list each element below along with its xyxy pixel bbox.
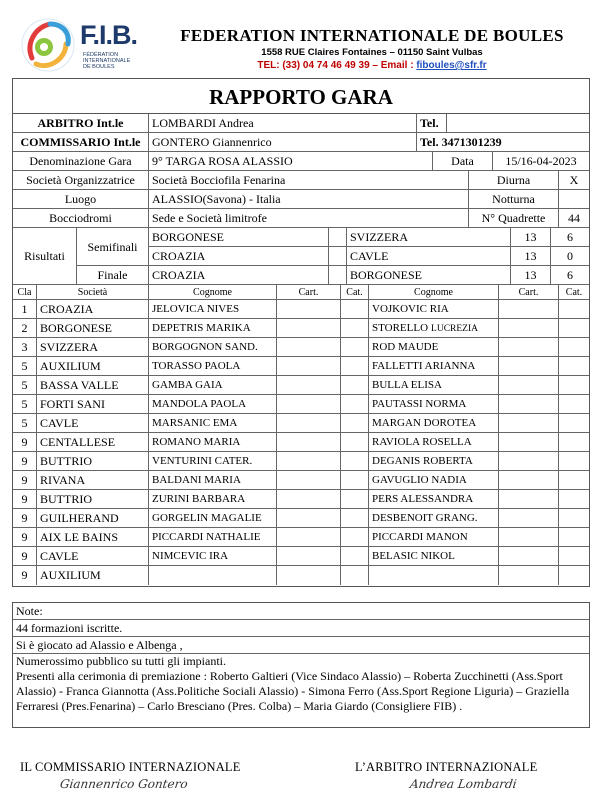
ranking-cart-2 [499,395,559,414]
ranking-societa: BUTTRIO [37,490,149,509]
ranking-player-2 [369,300,499,319]
commissario-tel: Tel. 3471301239 [417,133,589,152]
ranking-cla: 9 [13,547,37,566]
bocciodromi-label: Bocciodromi [13,209,149,228]
ranking-cla: 9 [13,528,37,547]
ranking-cart-1 [277,566,341,585]
ranking-societa: BASSA VALLE [37,376,149,395]
ranking-cart-1 [277,338,341,357]
ranking-cat-2 [559,319,589,338]
notes-label: Note: [13,603,589,620]
diurna-label: Diurna [469,171,559,190]
ranking-player-2 [369,376,499,395]
ranking-player-1: DEPETRIS MARIKA [149,319,277,338]
ranking-player-2 [369,566,499,585]
ranking-cla: 3 [13,338,37,357]
ranking-cat-2 [559,528,589,547]
ranking-player-2-name: GAVUGLIO NADIA [372,474,467,486]
ranking-cart-2 [499,357,559,376]
email-link[interactable]: fiboules@sfr.fr [416,60,487,71]
ranking-player-1: ZURINI BARBARA [149,490,277,509]
ranking-player-1: ROMANO MARIA [149,433,277,452]
ranking-cat-2 [559,566,589,585]
risultati-label: Risultati [13,228,77,285]
ranking-cla: 9 [13,452,37,471]
ranking-societa: GUILHERAND [37,509,149,528]
arbitro-tel [447,114,589,133]
data-label: Data [433,152,493,171]
ranking-cat-2 [559,414,589,433]
bocciodromi-value: Sede e Società limitrofe [149,209,469,228]
ranking-player-2 [369,414,499,433]
col-cat-2: Cat. [559,285,589,300]
ranking-player-1: MANDOLA PAOLA [149,395,277,414]
logo-brand-text: F.I.B. [80,20,138,50]
match-score2: 6 [551,228,589,247]
col-cognome: Cognome [149,285,277,300]
ranking-player-2 [369,490,499,509]
ranking-cat-2 [559,490,589,509]
ranking-cart-1 [277,395,341,414]
ranking-player-2-name: DESBENOIT GRANG. [372,512,478,524]
arbitro-signature-label: L’ARBITRO INTERNAZIONALE [355,760,538,774]
commissario-label: COMMISSARIO Int.le [13,133,149,152]
notes-paragraph: Presenti alla cerimonia di premiazione : Roberto Galtieri (Vice Sindaco Alassio) – Roberta Zucchinetti (Ass.Sport Alassio) - Franca Giannotta (Ass.Politiche Sociali Alassio) - Simona Ferro (Ass.Sport Regione Liguria) – Graziella Ferraresi (Pres.Fenarina) – Carlo Bresciano (Pres. Colba) – Maria Giardo (Consigliere FIB) . [16,669,570,713]
ranking-cat-1 [341,300,369,319]
ranking-cat-2 [559,376,589,395]
ranking-cat-1 [341,566,369,585]
match-spacer [329,266,347,285]
report-title: RAPPORTO GARA [13,79,589,114]
luogo-label: Luogo [13,190,149,209]
ranking-cla: 2 [13,319,37,338]
ranking-cart-1 [277,319,341,338]
ranking-societa: AIX LE BAINS [37,528,149,547]
ranking-player-2-name: FALLETTI ARIANNA [372,360,476,372]
ranking-cat-1 [341,490,369,509]
federation-title: FEDERATION INTERNATIONALE DE BOULES [180,26,564,45]
ranking-cla: 5 [13,357,37,376]
ranking-cat-1 [341,547,369,566]
report-form [12,78,590,587]
ranking-cat-2 [559,452,589,471]
societa-label: Società Organizzatrice [13,171,149,190]
ranking-player-1: BORGOGNON SAND. [149,338,277,357]
ranking-player-2 [369,452,499,471]
ranking-player-2-name: PERS ALESSANDRA [372,493,474,505]
ranking-cart-1 [277,414,341,433]
ranking-cart-2 [499,452,559,471]
quadrette-value: 44 [559,209,589,228]
ranking-cart-1 [277,433,341,452]
ranking-societa: SVIZZERA [37,338,149,357]
ranking-player-2-name: BELASIC NIKOL [372,550,455,562]
col-cart-2: Cart. [499,285,559,300]
ranking-player-1: BALDANI MARIA [149,471,277,490]
ranking-cart-1 [277,509,341,528]
ranking-player-2-firstname: LUCREZIA [431,324,478,334]
ranking-cart-2 [499,471,559,490]
ranking-player-1: GORGELIN MAGALIE [149,509,277,528]
ranking-societa: RIVANA [37,471,149,490]
boules-logo-icon [20,14,78,74]
ranking-cat-1 [341,471,369,490]
ranking-player-1: VENTURINI CATER. [149,452,277,471]
ranking-cart-2 [499,414,559,433]
ranking-player-2 [369,471,499,490]
diurna-mark: X [559,171,589,190]
notes-box [12,602,590,728]
match-team1: BORGONESE [149,228,329,247]
ranking-player-2 [369,357,499,376]
ranking-player-1: JELOVICA NIVES [149,300,277,319]
ranking-societa: AUXILIUM [37,357,149,376]
commissario-signature-label: IL COMMISSARIO INTERNAZIONALE [20,760,241,774]
notturna-label: Notturna [469,190,559,209]
notes-line: Numerossimo pubblico su tutti gli impianti. [16,654,226,668]
ranking-player-2 [369,338,499,357]
ranking-societa: BORGONESE [37,319,149,338]
federation-contact [157,60,587,71]
denominazione-value: 9° TARGA ROSA ALASSIO [149,152,433,171]
match-spacer [329,228,347,247]
ranking-cart-2 [499,566,559,585]
col-cart: Cart. [277,285,341,300]
ranking-cla: 5 [13,395,37,414]
ranking-player-1: GAMBA GAIA [149,376,277,395]
ranking-societa: CAVLE [37,414,149,433]
match-team2: BORGONESE [347,266,511,285]
col-societa: Società [37,285,149,300]
ranking-cart-2 [499,338,559,357]
notes-line: Si è giocato ad Alassio e Albenga , [13,637,589,654]
letterhead [12,12,590,78]
ranking-cart-1 [277,490,341,509]
ranking-cart-2 [499,547,559,566]
ranking-player-1: PICCARDI NATHALIE [149,528,277,547]
ranking-cat-1 [341,509,369,528]
match-spacer [329,247,347,266]
ranking-cat-1 [341,414,369,433]
ranking-cart-2 [499,433,559,452]
ranking-cla: 9 [13,471,37,490]
ranking-cla: 9 [13,509,37,528]
match-team1: CROAZIA [149,266,329,285]
notes-line: 44 formazioni iscritte. [13,620,589,637]
ranking-societa: FORTI SANI [37,395,149,414]
arbitro-label: ARBITRO Int.le [13,114,149,133]
ranking-player-2-name: RAVIOLA ROSELLA [372,436,472,448]
ranking-cat-2 [559,300,589,319]
ranking-cart-1 [277,547,341,566]
luogo-value: ALASSIO(Savona) - Italia [149,190,469,209]
match-score1: 13 [511,228,551,247]
ranking-player-1: TORASSO PAOLA [149,357,277,376]
denominazione-label: Denominazione Gara [13,152,149,171]
arbitro-signature: Andrea Lombardi [409,777,518,791]
match-score1: 13 [511,247,551,266]
ranking-player-2-name: ROD MAUDE [372,341,439,353]
ranking-cat-1 [341,338,369,357]
ranking-cla: 9 [13,433,37,452]
ranking-societa: BUTTRIO [37,452,149,471]
ranking-societa: CENTALLESE [37,433,149,452]
ranking-cat-2 [559,509,589,528]
ranking-cat-1 [341,528,369,547]
logo-subtitle: FÉDÉRATION INTERNATIONALE DE BOULES [83,52,131,70]
match-team1: CROAZIA [149,247,329,266]
ranking-player-2-name: STORELLO [372,322,429,334]
ranking-cart-1 [277,300,341,319]
arbitro-name: LOMBARDI Andrea [149,114,417,133]
ranking-cart-2 [499,509,559,528]
data-value: 15/16-04-2023 [493,152,589,171]
match-score2: 0 [551,247,589,266]
ranking-player-2-name: PAUTASSI NORMA [372,398,467,410]
ranking-cat-1 [341,319,369,338]
ranking-cart-2 [499,300,559,319]
notturna-mark [559,190,589,209]
commissario-name: GONTERO Giannenrico [149,133,417,152]
ranking-cla: 1 [13,300,37,319]
semifinali-label: Semifinali [77,228,149,266]
federation-address: 1558 RUE Claires Fontaines – 01150 Saint Vulbas [261,47,483,58]
ranking-cart-1 [277,452,341,471]
ranking-player-1: MARSANIC EMA [149,414,277,433]
ranking-player-2 [369,319,499,338]
arbitro-tel-label: Tel. [417,114,447,133]
ranking-player-2-name: PICCARDI MANON [372,531,468,543]
match-team2: SVIZZERA [347,228,511,247]
ranking-cat-1 [341,376,369,395]
col-cognome-2: Cognome [369,285,499,300]
contact-phone: TEL: (33) 04 74 46 49 39 – Email : [257,60,417,71]
ranking-cart-2 [499,528,559,547]
ranking-player-2-name: DEGANIS ROBERTA [372,455,473,467]
ranking-cat-1 [341,452,369,471]
ranking-cart-1 [277,357,341,376]
ranking-player-2-name: VOJKOVIC RIA [372,303,449,315]
ranking-cat-2 [559,433,589,452]
ranking-player-2-name: MARGAN DOROTEA [372,417,477,429]
ranking-cart-1 [277,528,341,547]
ranking-societa: CROAZIA [37,300,149,319]
ranking-societa: AUXILIUM [37,566,149,585]
match-score1: 13 [511,266,551,285]
ranking-cart-2 [499,376,559,395]
ranking-cla: 9 [13,490,37,509]
ranking-cla: 9 [13,566,37,585]
quadrette-label: N° Quadrette [469,209,559,228]
ranking-player-2 [369,547,499,566]
ranking-cat-2 [559,395,589,414]
ranking-player-2 [369,433,499,452]
ranking-cat-2 [559,471,589,490]
ranking-cart-1 [277,376,341,395]
ranking-player-2-name: BULLA ELISA [372,379,442,391]
societa-value: Società Bocciofila Fenarina [149,171,469,190]
ranking-player-2 [369,509,499,528]
ranking-societa: CAVLE [37,547,149,566]
col-cat: Cat. [341,285,369,300]
ranking-cla: 5 [13,376,37,395]
match-score2: 6 [551,266,589,285]
col-cla: Cla [13,285,37,300]
ranking-player-2 [369,395,499,414]
ranking-cat-2 [559,547,589,566]
ranking-cla: 5 [13,414,37,433]
ranking-player-1 [149,566,277,585]
ranking-player-1: NIMCEVIC IRA [149,547,277,566]
match-team2: CAVLE [347,247,511,266]
ranking-cart-1 [277,471,341,490]
ranking-cat-1 [341,433,369,452]
ranking-cart-2 [499,490,559,509]
commissario-signature: Giannenrico Gontero [59,777,189,791]
ranking-cat-1 [341,395,369,414]
ranking-player-2 [369,528,499,547]
ranking-cart-2 [499,319,559,338]
ranking-cat-2 [559,357,589,376]
ranking-cat-2 [559,338,589,357]
ranking-cat-1 [341,357,369,376]
finale-label: Finale [77,266,149,285]
fib-logo [20,14,140,78]
